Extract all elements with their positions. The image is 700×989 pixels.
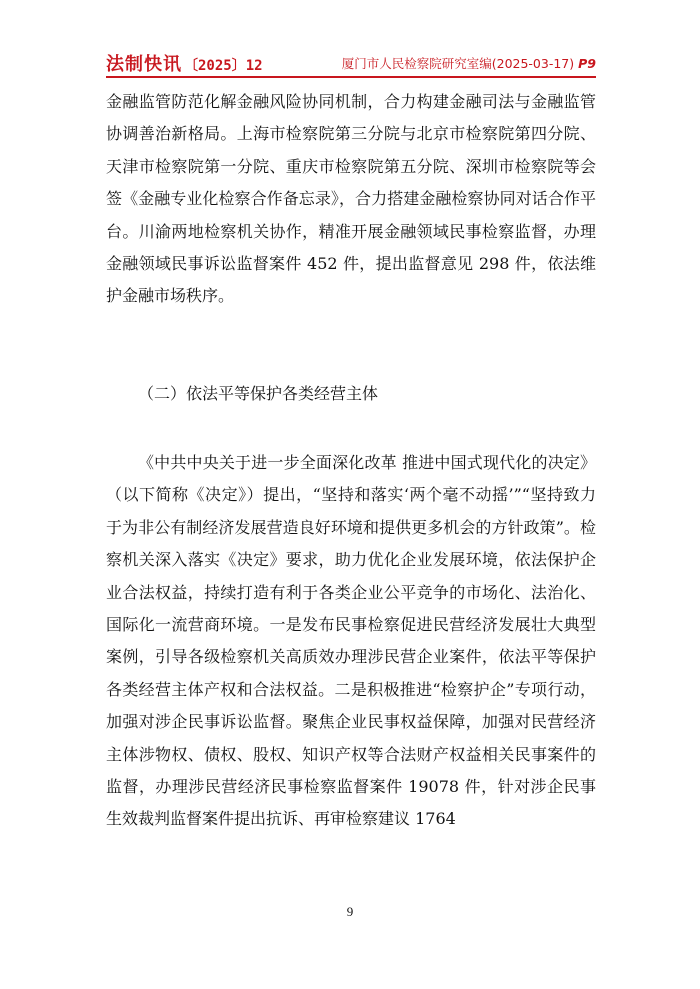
header-publication [106, 50, 263, 76]
header-page-number: P9 [578, 56, 596, 71]
paragraph-business-protection: 《中共中央关于进一步全面深化改革 推进中国式现代化的决定》（以下简称《决定》）提出，“坚持和落实‘两个毫不动摇’”“坚持致力于为非公有制经济发展营造良好环境和提供更多机会的方针政策”。检察机关深入落实《决定》要求，助力优化企业发展环境，依法保护企业合法权益，持续打造有利于各类企业公平竞争的市场化、法治化、国际化一流营商环境。一是发布民事检察促进民营经济发展壮大典型案例，引导各级检察机关高质效办理涉民营企业案件，依法平等保护各类经营主体产权和合法权益。二是积极推进“检察护企”专项行动，加强对涉企民事诉讼监督。聚焦企业民事权益保障，加强对民营经济主体涉物权、债权、股权、知识产权等合法财产权益相关民事案件的监督，办理涉民营经济民事检察监督案件 19078 件，针对涉企民事生效裁判监督案件提出抗诉、再审检察建议 1764 [106, 453, 596, 829]
publication-name: 法制快讯 [106, 54, 182, 75]
page-header [106, 50, 596, 74]
page-number: 9 [346, 904, 354, 919]
header-divider [106, 76, 596, 78]
section-heading: （二）依法平等保护各类经营主体 [138, 384, 379, 403]
editor-and-date: 厦门市人民检察院研究室编(2025-03-17) [341, 56, 575, 71]
paragraph-block-1 [106, 86, 596, 313]
paragraph-financial-supervision: 金融监管防范化解金融风险协同机制，合力构建金融司法与金融监管协调善治新格局。上海市检察院第三分院与北京市检察院第四分院、天津市检察院第一分院、重庆市检察院第五分院、深圳市检察院等会签《金融专业化检察合作备忘录》，合力搭建金融检察协同对话合作平台。川渝两地检察机关协作，精准开展金融领域民事检察监督，办理金融领域民事诉讼监督案件 452 件，提出监督意见 298 件，依法维护金融市场秩序。 [106, 92, 596, 306]
issue-number: 〔2025〕12 [184, 58, 263, 74]
paragraph-block-2 [106, 447, 596, 836]
header-source [342, 54, 596, 72]
